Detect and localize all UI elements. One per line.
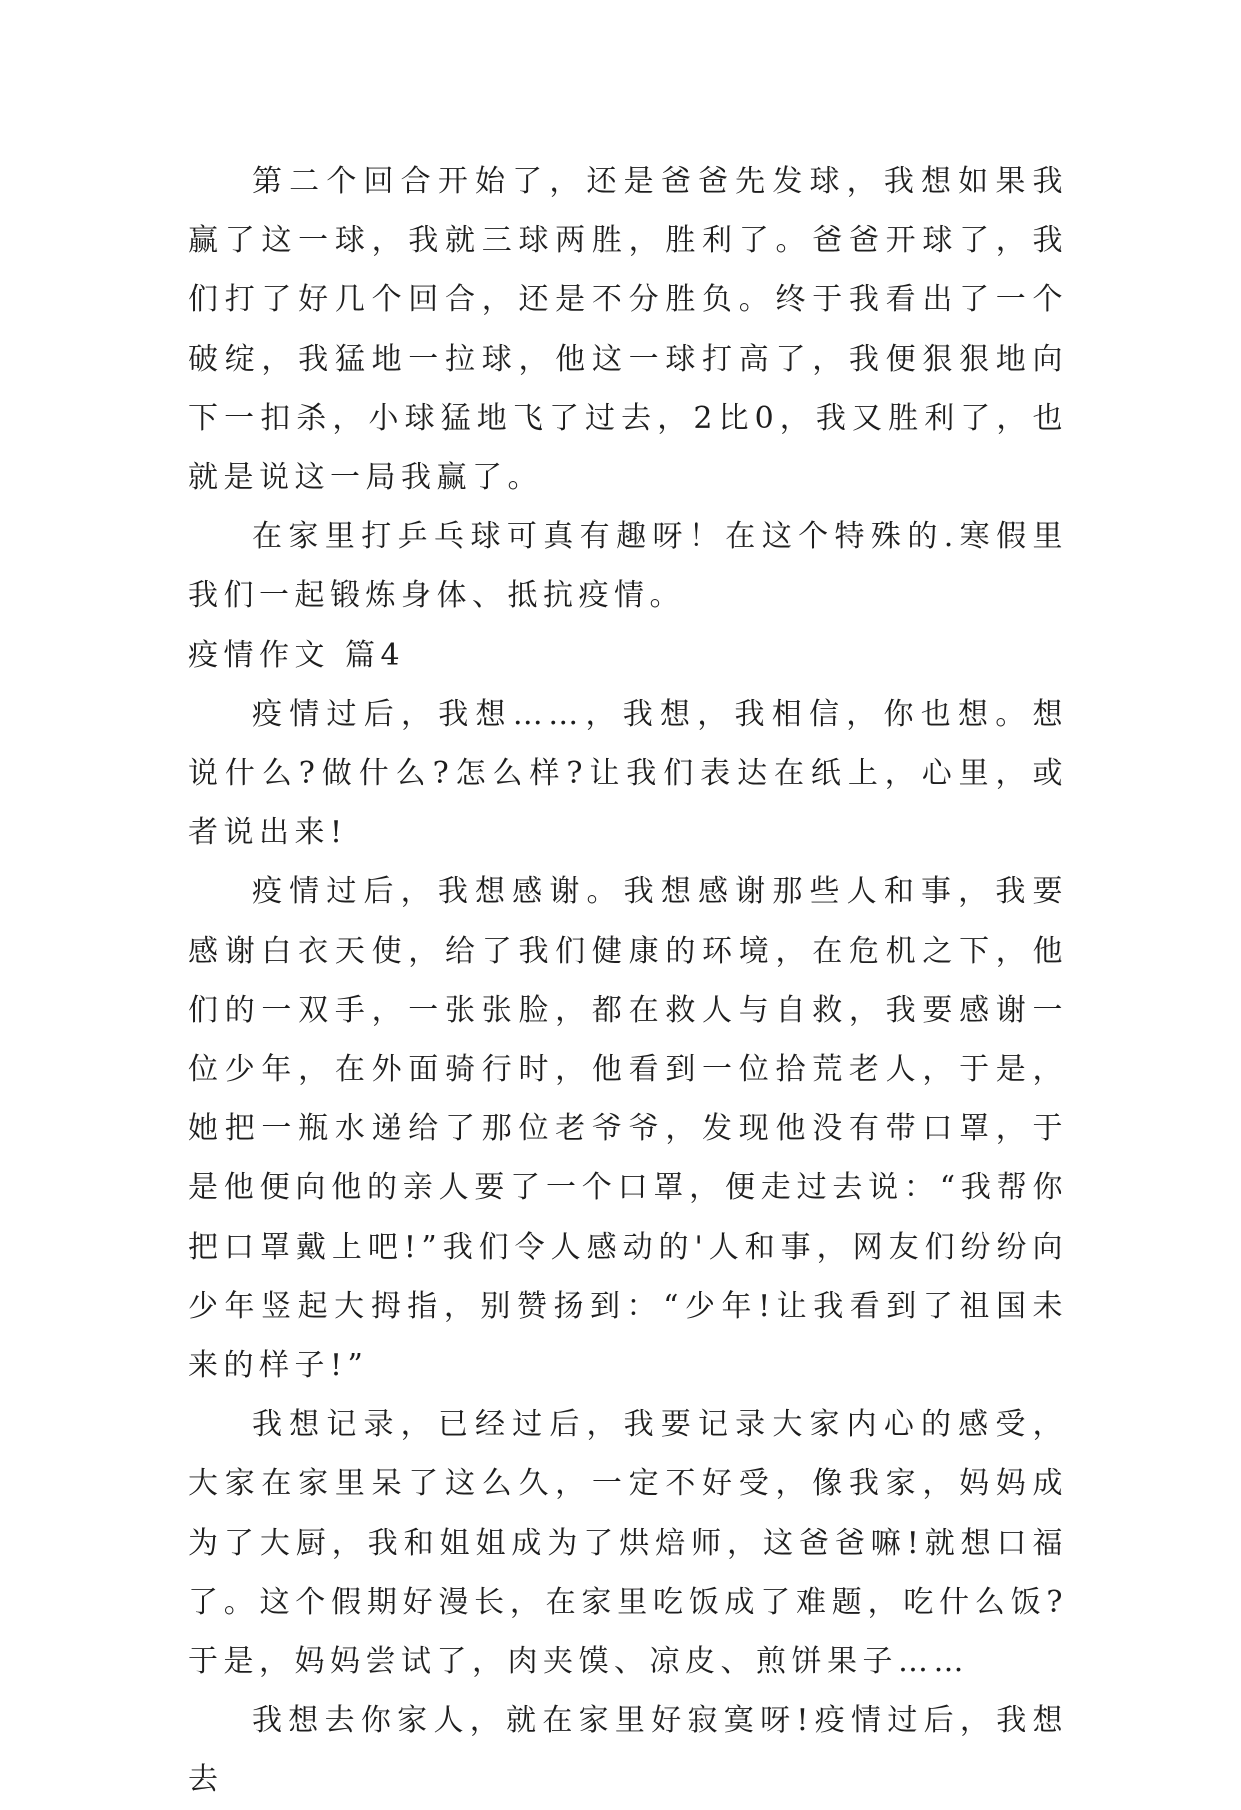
section-heading: 疫情作文 篇4 xyxy=(188,637,406,673)
paragraph-visit-family: 我想去你家人，就在家里好寂寞呀!疫情过后，我想去 xyxy=(188,1703,1068,1798)
paragraph-after-epidemic-intro: 疫情过后，我想……，我想，我相信，你也想。想说什么?做什么?怎么样?让我们表达在纸上，心里，或者说出来! xyxy=(188,696,1068,851)
paragraph-record: 我想记录，已经过后，我要记录大家内心的感受，大家在家里呆了这么久，一定不好受，像我家，妈妈成为了大厨，我和姐姐成为了烘焙师，这爸爸嘛!就想口福了。这个假期好漫长，在家里吃饭成了难题，吃什么饭?于是，妈妈尝试了，肉夹馍、凉皮、煎饼果子…… xyxy=(188,1407,1068,1680)
paragraph-gratitude: 疫情过后，我想感谢。我想感谢那些人和事，我要感谢白衣天使，给了我们健康的环境，在危机之下，他们的一双手，一张张脸，都在救人与自救，我要感谢一位少年，在外面骑行时，他看到一位拾荒老人，于是，她把一瓶水递给了那位老爷爷，发现他没有带口罩，于是他便向他的亲人要了一个口罩，便走过去说：“我帮你把口罩戴上吧!”我们令人感动的'人和事，网友们纷纷向少年竖起大拇指，别赞扬到：“少年!让我看到了祖国未来的样子!” xyxy=(188,874,1068,1384)
paragraph-table-tennis-conclusion: 在家里打乒乓球可真有趣呀！在这个特殊的.寒假里我们一起锻炼身体、抵抗疫情。 xyxy=(188,519,1068,614)
document-body xyxy=(188,152,1068,1810)
paragraph-table-tennis-round-two: 第二个回合开始了，还是爸爸先发球，我想如果我赢了这一球，我就三球两胜，胜利了。爸爸开球了，我们打了好几个回合，还是不分胜负。终于我看出了一个破绽，我猛地一拉球，他这一球打高了，我便狠狠地向下一扣杀，小球猛地飞了过去，2比0，我又胜利了，也就是说这一局我赢了。 xyxy=(188,164,1068,496)
